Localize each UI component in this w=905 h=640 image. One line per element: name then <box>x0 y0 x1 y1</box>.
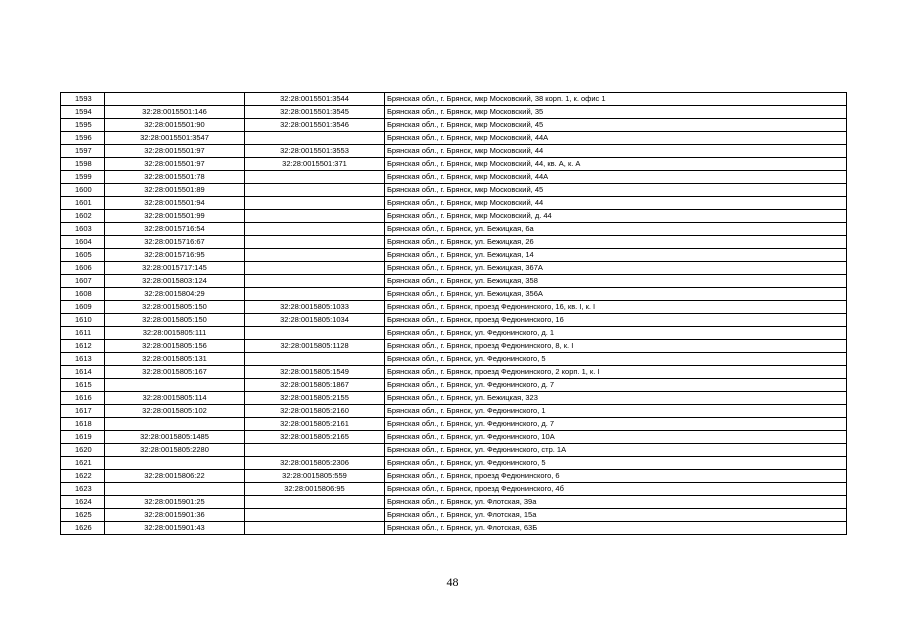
address-cell: Брянская обл., г. Брянск, ул. Бежицкая, 14 <box>385 249 847 262</box>
cadastral-number-cell: 32:28:0015805:150 <box>105 301 245 314</box>
cadastral-number-cell: 32:28:0015901:43 <box>105 522 245 535</box>
address-cell: Брянская обл., г. Брянск, мкр Московский, 44 <box>385 145 847 158</box>
building-cadastral-number-cell <box>245 197 385 210</box>
table-row <box>61 119 847 132</box>
cadastral-number-cell <box>105 483 245 496</box>
address-cell: Брянская обл., г. Брянск, мкр Московский, 44А <box>385 132 847 145</box>
table-row <box>61 197 847 210</box>
building-cadastral-number-cell: 32:28:0015806:95 <box>245 483 385 496</box>
row-number-cell: 1611 <box>61 327 105 340</box>
cadastral-number-cell: 32:28:0015805:2280 <box>105 444 245 457</box>
records-table <box>60 92 847 535</box>
building-cadastral-number-cell: 32:28:0015805:2161 <box>245 418 385 431</box>
address-cell: Брянская обл., г. Брянск, ул. Бежицкая, 26 <box>385 236 847 249</box>
table-row <box>61 314 847 327</box>
address-cell: Брянская обл., г. Брянск, ул. Бежицкая, 6а <box>385 223 847 236</box>
cadastral-number-cell: 32:28:0015805:156 <box>105 340 245 353</box>
row-number-cell: 1614 <box>61 366 105 379</box>
building-cadastral-number-cell <box>245 262 385 275</box>
table-row <box>61 184 847 197</box>
address-cell: Брянская обл., г. Брянск, ул. Бежицкая, 367А <box>385 262 847 275</box>
cadastral-number-cell: 32:28:0015901:36 <box>105 509 245 522</box>
address-cell: Брянская обл., г. Брянск, ул. Флотская, 39а <box>385 496 847 509</box>
table-row <box>61 496 847 509</box>
building-cadastral-number-cell: 32:28:0015805:2165 <box>245 431 385 444</box>
row-number-cell: 1615 <box>61 379 105 392</box>
cadastral-number-cell <box>105 379 245 392</box>
address-cell: Брянская обл., г. Брянск, ул. Федюнинского, стр. 1А <box>385 444 847 457</box>
address-cell: Брянская обл., г. Брянск, проезд Федюнинского, 2 корп. 1, к. I <box>385 366 847 379</box>
address-cell: Брянская обл., г. Брянск, ул. Федюнинского, 10А <box>385 431 847 444</box>
building-cadastral-number-cell: 32:28:0015805:2155 <box>245 392 385 405</box>
cadastral-number-cell: 32:28:0015803:124 <box>105 275 245 288</box>
table-row <box>61 483 847 496</box>
table-row <box>61 223 847 236</box>
table-row <box>61 249 847 262</box>
table-row <box>61 106 847 119</box>
table-row <box>61 301 847 314</box>
row-number-cell: 1598 <box>61 158 105 171</box>
building-cadastral-number-cell <box>245 327 385 340</box>
address-cell: Брянская обл., г. Брянск, мкр Московский, 45 <box>385 119 847 132</box>
records-table-body <box>61 93 847 535</box>
building-cadastral-number-cell <box>245 171 385 184</box>
row-number-cell: 1605 <box>61 249 105 262</box>
cadastral-number-cell: 32:28:0015501:97 <box>105 145 245 158</box>
cadastral-number-cell: 32:28:0015501:90 <box>105 119 245 132</box>
building-cadastral-number-cell: 32:28:0015805:1034 <box>245 314 385 327</box>
address-cell: Брянская обл., г. Брянск, мкр Московский, 44, кв. А, к. А <box>385 158 847 171</box>
building-cadastral-number-cell <box>245 223 385 236</box>
table-row <box>61 340 847 353</box>
row-number-cell: 1622 <box>61 470 105 483</box>
table-row <box>61 145 847 158</box>
table-row <box>61 327 847 340</box>
row-number-cell: 1596 <box>61 132 105 145</box>
row-number-cell: 1610 <box>61 314 105 327</box>
cadastral-number-cell: 32:28:0015805:111 <box>105 327 245 340</box>
building-cadastral-number-cell: 32:28:0015501:371 <box>245 158 385 171</box>
table-row <box>61 379 847 392</box>
row-number-cell: 1616 <box>61 392 105 405</box>
cadastral-number-cell: 32:28:0015501:94 <box>105 197 245 210</box>
cadastral-number-cell <box>105 418 245 431</box>
address-cell: Брянская обл., г. Брянск, ул. Флотская, 63Б <box>385 522 847 535</box>
row-number-cell: 1603 <box>61 223 105 236</box>
row-number-cell: 1619 <box>61 431 105 444</box>
building-cadastral-number-cell <box>245 353 385 366</box>
table-row <box>61 158 847 171</box>
row-number-cell: 1618 <box>61 418 105 431</box>
cadastral-number-cell: 32:28:0015717:145 <box>105 262 245 275</box>
building-cadastral-number-cell: 32:28:0015805:1549 <box>245 366 385 379</box>
table-row <box>61 353 847 366</box>
table-row <box>61 210 847 223</box>
row-number-cell: 1599 <box>61 171 105 184</box>
address-cell: Брянская обл., г. Брянск, проезд Федюнинского, 8, к. I <box>385 340 847 353</box>
cadastral-number-cell: 32:28:0015805:150 <box>105 314 245 327</box>
cadastral-number-cell: 32:28:0015805:1485 <box>105 431 245 444</box>
address-cell: Брянская обл., г. Брянск, проезд Федюнинского, 6 <box>385 470 847 483</box>
cadastral-number-cell: 32:28:0015716:67 <box>105 236 245 249</box>
cadastral-number-cell: 32:28:0015716:54 <box>105 223 245 236</box>
row-number-cell: 1625 <box>61 509 105 522</box>
row-number-cell: 1606 <box>61 262 105 275</box>
row-number-cell: 1620 <box>61 444 105 457</box>
building-cadastral-number-cell <box>245 275 385 288</box>
cadastral-number-cell: 32:28:0015901:25 <box>105 496 245 509</box>
cadastral-number-cell: 32:28:0015805:167 <box>105 366 245 379</box>
cadastral-number-cell <box>105 457 245 470</box>
address-cell: Брянская обл., г. Брянск, ул. Федюнинского, д. 7 <box>385 379 847 392</box>
cadastral-number-cell: 32:28:0015501:89 <box>105 184 245 197</box>
cadastral-number-cell: 32:28:0015501:78 <box>105 171 245 184</box>
cadastral-number-cell: 32:28:0015501:97 <box>105 158 245 171</box>
cadastral-number-cell <box>105 93 245 106</box>
row-number-cell: 1597 <box>61 145 105 158</box>
row-number-cell: 1608 <box>61 288 105 301</box>
cadastral-number-cell: 32:28:0015501:146 <box>105 106 245 119</box>
building-cadastral-number-cell: 32:28:0015501:3545 <box>245 106 385 119</box>
table-row <box>61 431 847 444</box>
table-row <box>61 470 847 483</box>
building-cadastral-number-cell: 32:28:0015501:3544 <box>245 93 385 106</box>
row-number-cell: 1594 <box>61 106 105 119</box>
row-number-cell: 1602 <box>61 210 105 223</box>
address-cell: Брянская обл., г. Брянск, проезд Федюнинского, 4б <box>385 483 847 496</box>
table-row <box>61 366 847 379</box>
table-row <box>61 171 847 184</box>
building-cadastral-number-cell <box>245 444 385 457</box>
table-row <box>61 392 847 405</box>
table-row <box>61 509 847 522</box>
table-row <box>61 275 847 288</box>
cadastral-number-cell: 32:28:0015804:29 <box>105 288 245 301</box>
address-cell: Брянская обл., г. Брянск, ул. Бежицкая, 323 <box>385 392 847 405</box>
address-cell: Брянская обл., г. Брянск, мкр Московский, 35 <box>385 106 847 119</box>
address-cell: Брянская обл., г. Брянск, ул. Федюнинского, 5 <box>385 353 847 366</box>
building-cadastral-number-cell: 32:28:0015501:3553 <box>245 145 385 158</box>
table-row <box>61 457 847 470</box>
building-cadastral-number-cell <box>245 236 385 249</box>
row-number-cell: 1593 <box>61 93 105 106</box>
table-row <box>61 288 847 301</box>
table-row <box>61 262 847 275</box>
row-number-cell: 1607 <box>61 275 105 288</box>
address-cell: Брянская обл., г. Брянск, ул. Бежицкая, 358 <box>385 275 847 288</box>
building-cadastral-number-cell <box>245 210 385 223</box>
row-number-cell: 1612 <box>61 340 105 353</box>
table-row <box>61 444 847 457</box>
building-cadastral-number-cell: 32:28:0015501:3546 <box>245 119 385 132</box>
building-cadastral-number-cell: 32:28:0015805:1128 <box>245 340 385 353</box>
row-number-cell: 1609 <box>61 301 105 314</box>
building-cadastral-number-cell <box>245 132 385 145</box>
cadastral-number-cell: 32:28:0015805:102 <box>105 405 245 418</box>
table-row <box>61 132 847 145</box>
address-cell: Брянская обл., г. Брянск, ул. Федюнинского, 1 <box>385 405 847 418</box>
cadastral-number-cell: 32:28:0015805:131 <box>105 353 245 366</box>
address-cell: Брянская обл., г. Брянск, мкр Московский, 44А <box>385 171 847 184</box>
row-number-cell: 1601 <box>61 197 105 210</box>
building-cadastral-number-cell <box>245 249 385 262</box>
building-cadastral-number-cell <box>245 496 385 509</box>
table-row <box>61 93 847 106</box>
row-number-cell: 1626 <box>61 522 105 535</box>
row-number-cell: 1624 <box>61 496 105 509</box>
building-cadastral-number-cell: 32:28:0015805:1867 <box>245 379 385 392</box>
row-number-cell: 1604 <box>61 236 105 249</box>
address-cell: Брянская обл., г. Брянск, мкр Московский, д. 44 <box>385 210 847 223</box>
row-number-cell: 1600 <box>61 184 105 197</box>
table-row <box>61 236 847 249</box>
address-cell: Брянская обл., г. Брянск, мкр Московский, 44 <box>385 197 847 210</box>
address-cell: Брянская обл., г. Брянск, ул. Федюнинского, д. 1 <box>385 327 847 340</box>
cadastral-number-cell: 32:28:0015806:22 <box>105 470 245 483</box>
cadastral-number-cell: 32:28:0015805:114 <box>105 392 245 405</box>
building-cadastral-number-cell <box>245 522 385 535</box>
cadastral-number-cell: 32:28:0015501:99 <box>105 210 245 223</box>
table-row <box>61 418 847 431</box>
address-cell: Брянская обл., г. Брянск, мкр Московский, 45 <box>385 184 847 197</box>
address-cell: Брянская обл., г. Брянск, ул. Федюнинского, 5 <box>385 457 847 470</box>
address-cell: Брянская обл., г. Брянск, ул. Федюнинского, д. 7 <box>385 418 847 431</box>
building-cadastral-number-cell: 32:28:0015805:1033 <box>245 301 385 314</box>
building-cadastral-number-cell <box>245 184 385 197</box>
building-cadastral-number-cell <box>245 288 385 301</box>
building-cadastral-number-cell: 32:28:0015805:559 <box>245 470 385 483</box>
row-number-cell: 1623 <box>61 483 105 496</box>
address-cell: Брянская обл., г. Брянск, ул. Бежицкая, 356А <box>385 288 847 301</box>
table-row <box>61 405 847 418</box>
cadastral-number-cell: 32:28:0015501:3547 <box>105 132 245 145</box>
building-cadastral-number-cell: 32:28:0015805:2306 <box>245 457 385 470</box>
page-number: 48 <box>446 575 459 589</box>
row-number-cell: 1595 <box>61 119 105 132</box>
address-cell: Брянская обл., г. Брянск, ул. Флотская, 15а <box>385 509 847 522</box>
table-row <box>61 522 847 535</box>
address-cell: Брянская обл., г. Брянск, мкр Московский, 38 корп. 1, к. офис 1 <box>385 93 847 106</box>
row-number-cell: 1621 <box>61 457 105 470</box>
building-cadastral-number-cell <box>245 509 385 522</box>
address-cell: Брянская обл., г. Брянск, проезд Федюнинского, 16, кв. I, к. I <box>385 301 847 314</box>
address-cell: Брянская обл., г. Брянск, проезд Федюнинского, 16 <box>385 314 847 327</box>
row-number-cell: 1617 <box>61 405 105 418</box>
cadastral-number-cell: 32:28:0015716:95 <box>105 249 245 262</box>
building-cadastral-number-cell: 32:28:0015805:2160 <box>245 405 385 418</box>
row-number-cell: 1613 <box>61 353 105 366</box>
